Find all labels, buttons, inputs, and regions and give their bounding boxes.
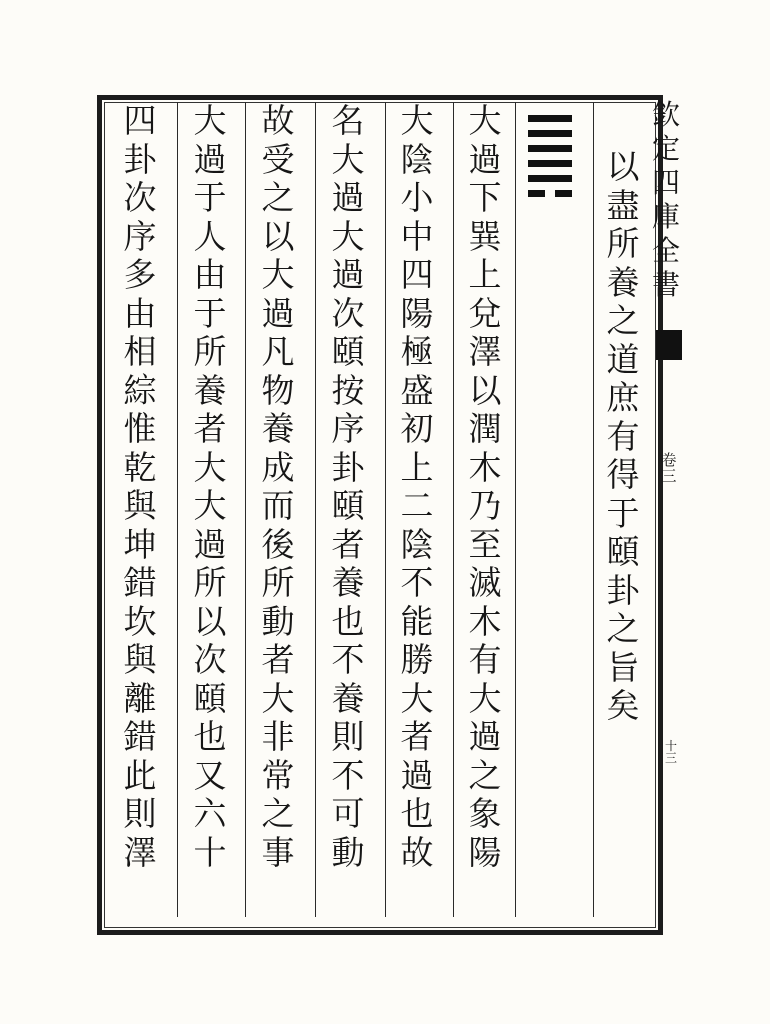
character: 大	[193, 101, 227, 140]
character: 相	[123, 332, 157, 371]
character: 小	[400, 178, 434, 217]
character: 故	[400, 832, 434, 872]
character: 與	[123, 486, 157, 525]
character: 動	[331, 832, 365, 872]
character: 也	[331, 601, 365, 641]
character: 坎	[123, 601, 157, 641]
volume-label	[660, 452, 678, 484]
character: 頤	[331, 332, 365, 371]
character: 過	[261, 293, 295, 333]
character: 澤	[123, 832, 157, 872]
character: 至	[468, 524, 502, 564]
character: 養	[261, 409, 295, 448]
column-rule	[315, 102, 316, 917]
character: 以	[193, 601, 227, 641]
character: 于	[193, 293, 227, 333]
character: 盡	[606, 185, 640, 225]
text-column	[258, 102, 298, 872]
character: 極	[400, 332, 434, 371]
character: 人	[193, 216, 227, 256]
character: 與	[123, 640, 157, 679]
character: 頤	[193, 678, 227, 718]
character: 二	[400, 486, 434, 525]
margin-banner-text	[650, 98, 682, 302]
character: 則	[331, 717, 365, 756]
character: 過	[468, 139, 502, 179]
character: 旨	[606, 647, 640, 687]
character: 四	[400, 255, 434, 294]
character: 過	[468, 717, 502, 756]
character: 乾	[123, 447, 157, 487]
column-rule	[245, 102, 246, 917]
character: 次	[123, 178, 157, 217]
character: 大	[468, 678, 502, 718]
character: 者	[261, 640, 295, 679]
column-rule	[593, 102, 594, 917]
character: 陽	[468, 832, 502, 872]
character: 勝	[400, 640, 434, 679]
character: 上	[400, 447, 434, 487]
character: 澤	[468, 332, 502, 371]
margin-banner	[650, 98, 682, 302]
character: 次	[331, 293, 365, 333]
character: 次	[193, 640, 227, 679]
character: 矣	[606, 686, 640, 725]
character: 定	[651, 132, 680, 165]
character: 大	[400, 101, 434, 140]
character: 非	[261, 717, 295, 756]
character: 書	[651, 268, 680, 301]
character: 頤	[331, 486, 365, 525]
character: 過	[331, 255, 365, 294]
character: 乃	[468, 486, 502, 525]
character: 得	[606, 455, 640, 494]
character: 事	[261, 832, 295, 872]
character: 成	[261, 447, 295, 487]
character: 以	[261, 216, 295, 256]
character: 十	[193, 832, 227, 872]
character: 陽	[400, 293, 434, 333]
character: 多	[123, 255, 157, 294]
character: 三	[661, 467, 677, 485]
text-column	[120, 102, 160, 872]
text-column	[190, 102, 230, 872]
character: 卦	[123, 139, 157, 179]
character: 之	[261, 794, 295, 833]
character: 過	[193, 139, 227, 179]
character: 陰	[400, 139, 434, 179]
character: 錯	[123, 717, 157, 756]
solid-line	[528, 145, 572, 152]
character: 綜	[123, 370, 157, 410]
character: 序	[331, 409, 365, 448]
column-rule	[177, 102, 178, 917]
character: 之	[606, 609, 640, 648]
character: 則	[123, 794, 157, 833]
character: 六	[193, 794, 227, 833]
character: 過	[331, 178, 365, 217]
character: 大	[193, 447, 227, 487]
character: 下	[468, 178, 502, 217]
character: 庫	[651, 200, 680, 233]
text-column	[397, 102, 437, 872]
character: 凡	[261, 332, 295, 371]
character: 所	[193, 332, 227, 371]
character: 有	[606, 416, 640, 456]
character: 也	[400, 794, 434, 833]
character: 養	[331, 678, 365, 718]
character: 受	[261, 139, 295, 179]
character: 欽	[651, 98, 680, 131]
character: 十	[664, 739, 677, 753]
character: 而	[261, 486, 295, 525]
character: 盛	[400, 370, 434, 410]
page-number	[663, 740, 679, 764]
character: 兌	[468, 293, 502, 333]
character: 此	[123, 755, 157, 795]
solid-line	[528, 115, 572, 122]
character: 于	[606, 493, 640, 533]
character: 于	[193, 178, 227, 217]
character: 過	[400, 755, 434, 795]
character: 庶	[606, 378, 640, 417]
character: 道	[606, 339, 640, 379]
character: 巽	[468, 216, 502, 256]
character: 四	[123, 101, 157, 140]
character: 三	[664, 751, 677, 765]
character: 者	[193, 409, 227, 448]
character: 大	[261, 678, 295, 718]
character: 能	[400, 601, 434, 641]
column-rule	[515, 102, 516, 917]
character: 有	[468, 640, 502, 679]
character: 常	[261, 755, 295, 795]
text-column	[603, 148, 643, 726]
character: 四	[651, 166, 680, 199]
character: 離	[123, 678, 157, 718]
character: 序	[123, 216, 157, 256]
character: 又	[193, 755, 227, 795]
character: 陰	[400, 524, 434, 564]
character: 大	[261, 255, 295, 294]
column-rule	[453, 102, 454, 917]
solid-line	[528, 130, 572, 137]
character: 錯	[123, 563, 157, 602]
character: 者	[331, 524, 365, 564]
character: 後	[261, 524, 295, 564]
character: 卦	[331, 447, 365, 487]
fish-tail-mark	[656, 330, 682, 360]
character: 以	[606, 147, 640, 186]
character: 上	[468, 255, 502, 294]
character: 動	[261, 601, 295, 641]
character: 不	[400, 563, 434, 602]
page-frame	[97, 95, 663, 935]
character: 由	[193, 255, 227, 294]
character: 頤	[606, 532, 640, 571]
character: 可	[331, 794, 365, 833]
character: 中	[400, 216, 434, 256]
character: 以	[468, 370, 502, 410]
solid-line	[528, 175, 572, 182]
character: 所	[606, 224, 640, 263]
character: 木	[468, 601, 502, 641]
character: 象	[468, 794, 502, 833]
character: 卷	[661, 451, 677, 469]
character: 所	[193, 563, 227, 602]
character: 大	[468, 101, 502, 140]
character: 初	[400, 409, 434, 448]
character: 惟	[123, 409, 157, 448]
character: 養	[606, 262, 640, 302]
hexagram-symbol	[528, 115, 572, 205]
broken-line	[528, 190, 572, 197]
column-rule	[385, 102, 386, 917]
character: 之	[468, 755, 502, 795]
character: 大	[331, 216, 365, 256]
character: 由	[123, 293, 157, 333]
character: 卦	[606, 570, 640, 610]
character: 大	[193, 486, 227, 525]
character: 大	[331, 139, 365, 179]
character: 者	[400, 717, 434, 756]
character: 之	[606, 301, 640, 340]
character: 養	[193, 370, 227, 410]
solid-line	[528, 160, 572, 167]
character: 物	[261, 370, 295, 410]
character: 也	[193, 717, 227, 756]
character: 故	[261, 101, 295, 140]
character: 坤	[123, 524, 157, 564]
character: 潤	[468, 409, 502, 448]
character: 按	[331, 370, 365, 410]
text-column	[328, 102, 368, 872]
character: 過	[193, 524, 227, 564]
character: 養	[331, 563, 365, 602]
character: 所	[261, 563, 295, 602]
text-column	[465, 102, 505, 872]
character: 大	[400, 678, 434, 718]
character: 木	[468, 447, 502, 487]
character: 名	[331, 101, 365, 140]
character: 之	[261, 178, 295, 217]
character: 不	[331, 640, 365, 679]
character: 不	[331, 755, 365, 795]
character: 全	[651, 234, 680, 267]
character: 滅	[468, 563, 502, 602]
